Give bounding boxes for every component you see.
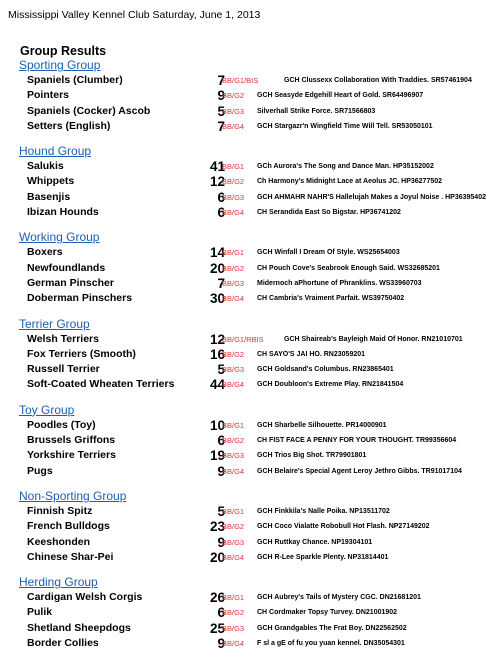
group-heading: Non-Sporting Group [19,488,127,503]
award-code: BB/G1/RBIS [222,334,264,344]
breed-name: Keeshonden [27,535,91,548]
award-code: BB/G1 [222,593,245,603]
winner-name: GCH Aubrey's Tails of Mystery CGC. DN21681201 [257,594,421,602]
award-code: BB/G2 [222,436,245,446]
breed-name: Poodles (Toy) [27,418,96,431]
result-row [19,535,489,550]
entry-count: 25 [209,620,225,636]
winner-name: CH FIST FACE A PENNY FOR YOUR THOUGHT. TR99356604 [257,437,457,445]
result-row [19,261,489,276]
report-title: Group Results [20,44,107,58]
result-row [19,347,489,362]
result-row [19,88,489,103]
page-header: Mississippi Valley Kennel Club Saturday, June 1, 2013 [8,9,261,21]
winner-name: GCH Winfall I Dream Of Style. WS25654003 [257,249,400,257]
result-row [19,464,489,479]
breed-name: Fox Terriers (Smooth) [27,347,136,360]
result-row [19,519,489,534]
breed-name: Yorkshire Terriers [27,449,116,462]
award-code: BB/G4 [222,552,245,562]
result-row [19,362,489,377]
award-code: BB/G1 [222,162,245,172]
award-code: BB/G2 [222,177,245,187]
winner-name: CH Cambria's Vraiment Parfait. WS39750402 [257,295,405,303]
breed-name: Setters (English) [27,119,111,132]
entry-count: 20 [209,549,225,565]
winner-name: GCH Goldsand's Columbus. RN23865401 [257,366,394,374]
winner-name: F sl a gE of fu you yuan kennel. DN35054301 [257,640,405,648]
entry-count: 6 [217,205,225,221]
winner-name: GCH Trios Big Shot. TR79901801 [257,452,367,460]
award-code: BB/G3 [222,192,245,202]
group-results-list [19,58,489,661]
group-heading: Hound Group [19,144,92,159]
breed-name: Welsh Terriers [27,332,99,345]
award-code: BB/G4 [222,639,245,649]
breed-name: Ibizan Hounds [27,206,99,219]
entry-count: 7 [217,118,225,134]
entry-count: 6 [217,605,225,621]
award-code: BB/G1 [222,248,245,258]
award-code: BB/G3 [222,623,245,633]
entry-count: 6 [217,433,225,449]
award-code: BB/G2 [222,522,245,532]
entry-count: 5 [217,362,225,378]
breed-name: Basenjis [27,190,71,203]
group-section [19,317,489,393]
entry-count: 9 [217,534,225,550]
result-row [19,159,489,174]
winner-name: GCH Ruttkay Chance. NP19304101 [257,538,373,546]
entry-count: 14 [209,245,225,261]
winner-name: Silverhall Strike Force. SR71566803 [257,107,376,115]
award-code: BB/G2 [222,349,245,359]
entry-count: 6 [217,189,225,205]
result-row [19,174,489,189]
breed-name: Shetland Sheepdogs [27,621,131,634]
award-code: BB/G4 [222,294,245,304]
winner-name: GCH Sharbelle Silhouette. PR14000901 [257,421,387,429]
winner-name: GCH Stargazr'n Wingfield Time Will Tell. SR53050101 [257,122,433,130]
winner-name: CH Serandida East So Bigstar. HP36741202 [257,209,401,217]
winner-name: GCh Aurora's The Song and Dance Man. HP35152002 [257,163,434,171]
breed-name: Whippets [27,175,75,188]
result-row [19,291,489,306]
winner-name: Midernoch aPhortune of Phranklins. WS33960703 [257,279,422,287]
breed-name: Brussels Griffons [27,434,116,447]
entry-count: 23 [209,519,225,535]
winner-name: GCH Grandgables The Frat Boy. DN22562502 [257,624,407,632]
winner-name: CH SAYO'S JAI HO. RN23059201 [257,350,366,358]
winner-name: GCH AHMAHR NAHR'S Hallelujah Makes a Joyul Noise . HP36395402 [257,193,486,201]
result-row [19,418,489,433]
breed-name: Soft-Coated Wheaten Terriers [27,378,175,391]
entry-count: 44 [209,377,225,393]
entry-count: 12 [209,174,225,190]
result-row [19,205,489,220]
breed-name: Boxers [27,246,63,259]
winner-name: GCH Doubloon's Extreme Play. RN21841504 [257,381,404,389]
breed-name: Chinese Shar-Pei [27,550,114,563]
breed-name: Newfoundlands [27,261,106,274]
entry-count: 19 [209,448,225,464]
award-code: BB/G4 [222,466,245,476]
result-row [19,504,489,519]
group-section [19,489,489,565]
award-code: BB/G4 [222,121,245,131]
winner-name: GCH Coco Vialatte Robobull Hot Flash. NP27149202 [257,523,430,531]
entry-count: 7 [217,73,225,88]
breed-name: Salukis [27,160,64,173]
result-row [19,448,489,463]
result-row [19,621,489,636]
breed-name: Spaniels (Cocker) Ascob [27,104,151,117]
group-heading: Sporting Group [19,58,101,72]
winner-name: CH Cordmaker Topsy Turvey. DN21001902 [257,609,398,617]
result-row [19,190,489,205]
award-code: BB/G3 [222,451,245,461]
winner-name: Ch Harmony's Midnight Lace at Aeolus JC. HP36277502 [257,178,443,186]
result-row [19,119,489,134]
group-heading: Terrier Group [19,316,90,331]
breed-name: Finnish Spitz [27,504,93,517]
result-row [19,332,489,347]
award-code: BB/G1 [222,420,245,430]
breed-name: Cardigan Welsh Corgis [27,591,143,604]
award-code: BB/G2 [222,263,245,273]
winner-name: GCH Finkkila's Nalle Poika. NP13511702 [257,507,390,515]
entry-count: 41 [209,159,225,175]
entry-count: 9 [217,636,225,652]
entry-count: 12 [209,331,225,347]
result-row [19,276,489,291]
group-heading: Working Group [19,230,100,245]
result-row [19,550,489,565]
entry-count: 10 [209,417,225,433]
breed-name: Border Collies [27,637,99,650]
entry-count: 9 [217,463,225,479]
result-row [19,636,489,651]
result-row [19,605,489,620]
group-section [19,403,489,479]
award-code: BB/G3 [222,278,245,288]
award-code: BB/G1/BIS [222,76,259,85]
winner-name: GCH Clussexx Collaboration With Traddies. SR57461904 [284,77,472,84]
breed-name: French Bulldogs [27,520,110,533]
entry-count: 9 [217,88,225,104]
group-heading: Toy Group [19,402,75,417]
award-code: BB/G3 [222,537,245,547]
result-row [19,377,489,392]
entry-count: 20 [209,260,225,276]
winner-name: GCH Belaire's Special Agent Leroy Jethro Gibbs. TR91017104 [257,467,462,475]
winner-name: GCH Seasyde Edgehill Heart of Gold. SR64496907 [257,92,424,100]
entry-count: 16 [209,346,225,362]
entry-count: 26 [209,590,225,606]
winner-name: GCH Shaireab's Bayleigh Maid Of Honor. RN21010701 [284,335,463,343]
breed-name: Russell Terrier [27,363,100,376]
award-code: BB/G1 [222,506,245,516]
award-code: BB/G2 [222,608,245,618]
entry-count: 7 [217,275,225,291]
winner-name: CH Pouch Cove's Seabrook Enough Said. WS32685201 [257,264,440,272]
entry-count: 30 [209,291,225,307]
result-row [19,245,489,260]
result-row [19,590,489,605]
breed-name: Pugs [27,464,53,477]
group-section [19,230,489,306]
award-code: BB/G4 [222,380,245,390]
award-code: BB/G2 [222,91,245,101]
group-section [19,144,489,220]
award-code: BB/G4 [222,208,245,218]
result-row [19,73,489,88]
breed-name: Pointers [27,89,70,102]
breed-name: Spaniels (Clumber) [27,74,123,86]
entry-count: 5 [217,103,225,119]
group-heading: Herding Group [19,575,98,590]
breed-name: Doberman Pinschers [27,292,133,305]
entry-count: 5 [217,503,225,519]
award-code: BB/G3 [222,106,245,116]
winner-name: GCH R-Lee Sparkle Plenty. NP31814401 [257,553,389,561]
result-row [19,433,489,448]
group-section [19,58,489,134]
award-code: BB/G3 [222,365,245,375]
breed-name: Pulik [27,606,53,619]
result-row [19,104,489,119]
breed-name: German Pinscher [27,276,114,289]
